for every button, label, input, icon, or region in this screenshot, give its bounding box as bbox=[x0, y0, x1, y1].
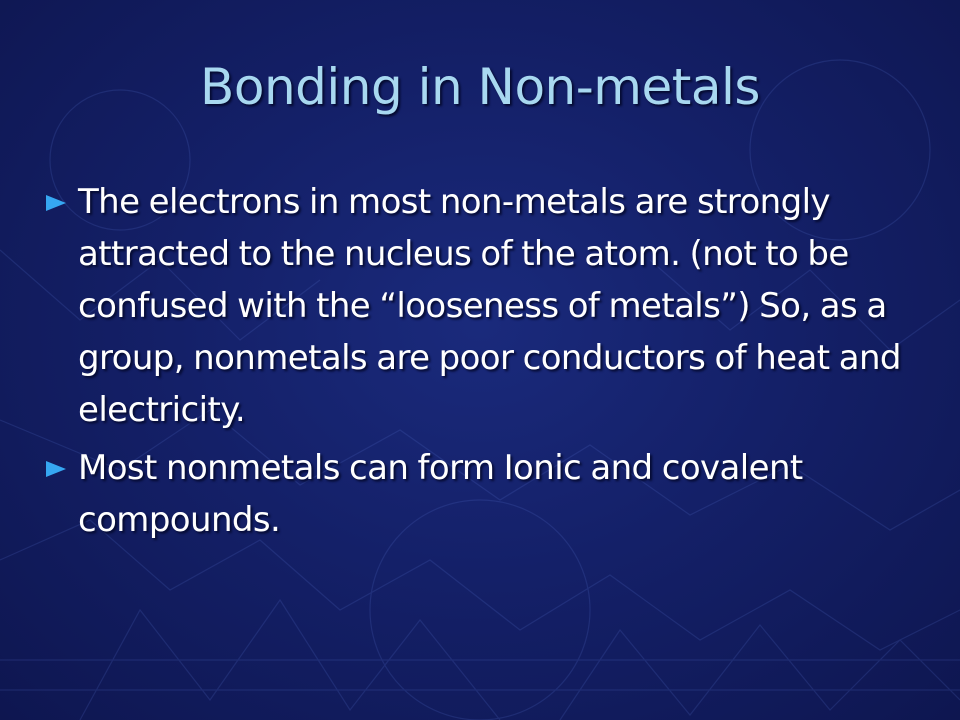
bullet-item bbox=[44, 442, 924, 546]
slide-title: Bonding in Non-metals bbox=[200, 58, 760, 116]
triangle-bullet-icon bbox=[46, 461, 66, 477]
bullet-item bbox=[44, 176, 924, 436]
bullet-text: Most nonmetals can form Ionic and covalent compounds. bbox=[78, 448, 803, 540]
triangle-bullet-icon bbox=[46, 195, 66, 211]
bullet-text: The electrons in most non-metals are strongly attracted to the nucleus of the atom. (not to be confused with the “looseness of metals”) So, as a group, nonmetals are poor conductors of heat and electricity. bbox=[78, 182, 901, 430]
bullet-list bbox=[44, 176, 924, 552]
